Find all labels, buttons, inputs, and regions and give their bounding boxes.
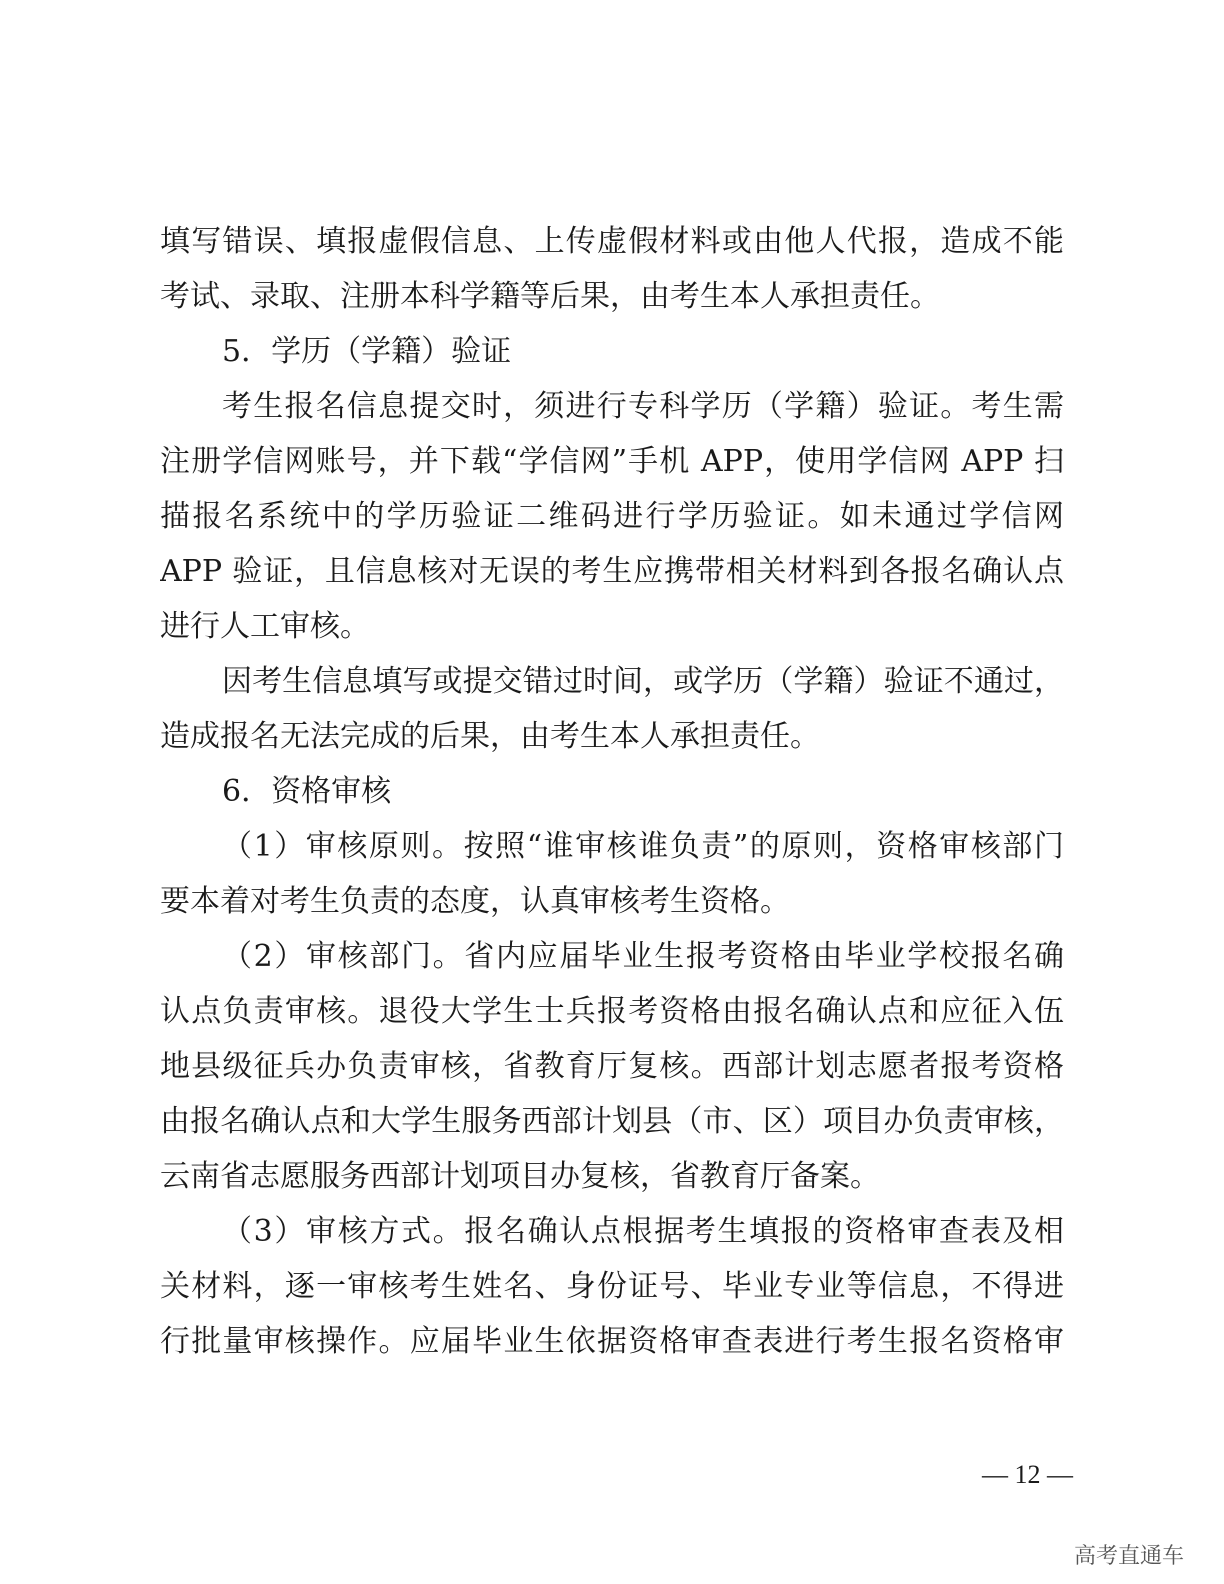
page-number: — 12 — [982,1460,1073,1489]
document-body [160,214,1064,1369]
paragraph-line: 注册学信网账号，并下载“学信网”手机 APP，使用学信网 APP 扫 [160,444,1064,479]
paragraph-line: 造成报名无法完成的后果，由考生本人承担责任。 [160,719,820,754]
paragraph-line: （1）审核原则。按照“谁审核谁负责”的原则，资格审核部门 [222,829,1064,864]
paragraph-line: 描报名系统中的学历验证二维码进行学历验证。如未通过学信网 [160,499,1064,534]
section-heading: 6．资格审核 [222,774,392,809]
paragraph-line: 认点负责审核。退役大学生士兵报考资格由报名确认点和应征入伍 [160,994,1064,1029]
watermark-text: 高考直通车 [1073,1544,1184,1569]
paragraph-line: 关材料，逐一审核考生姓名、身份证号、毕业专业等信息，不得进 [160,1269,1064,1304]
paragraph-line: 考试、录取、注册本科学籍等后果，由考生本人承担责任。 [160,279,940,314]
paragraph-line: APP 验证，且信息核对无误的考生应携带相关材料到各报名确认点 [160,554,1064,589]
paragraph-line: 进行人工审核。 [160,609,370,644]
paragraph-line: 行批量审核操作。应届毕业生依据资格审查表进行考生报名资格审 [160,1324,1064,1359]
paragraph-line: 考生报名信息提交时，须进行专科学历（学籍）验证。考生需 [222,389,1064,424]
paragraph-line: （3）审核方式。报名确认点根据考生填报的资格审查表及相 [222,1214,1064,1249]
paragraph-line: 地县级征兵办负责审核，省教育厅复核。西部计划志愿者报考资格 [160,1049,1064,1084]
paragraph-line: 由报名确认点和大学生服务西部计划县（市、区）项目办负责审核， [160,1104,1064,1139]
paragraph-line: 因考生信息填写或提交错过时间，或学历（学籍）验证不通过， [222,664,1064,699]
section-heading: 5．学历（学籍）验证 [222,334,512,369]
paragraph-line: 填写错误、填报虚假信息、上传虚假材料或由他人代报，造成不能 [160,224,1064,259]
paragraph-line: （2）审核部门。省内应届毕业生报考资格由毕业学校报名确 [222,939,1064,974]
paragraph-line: 要本着对考生负责的态度，认真审核考生资格。 [160,884,790,919]
paragraph-line: 云南省志愿服务西部计划项目办复核，省教育厅备案。 [160,1159,880,1194]
